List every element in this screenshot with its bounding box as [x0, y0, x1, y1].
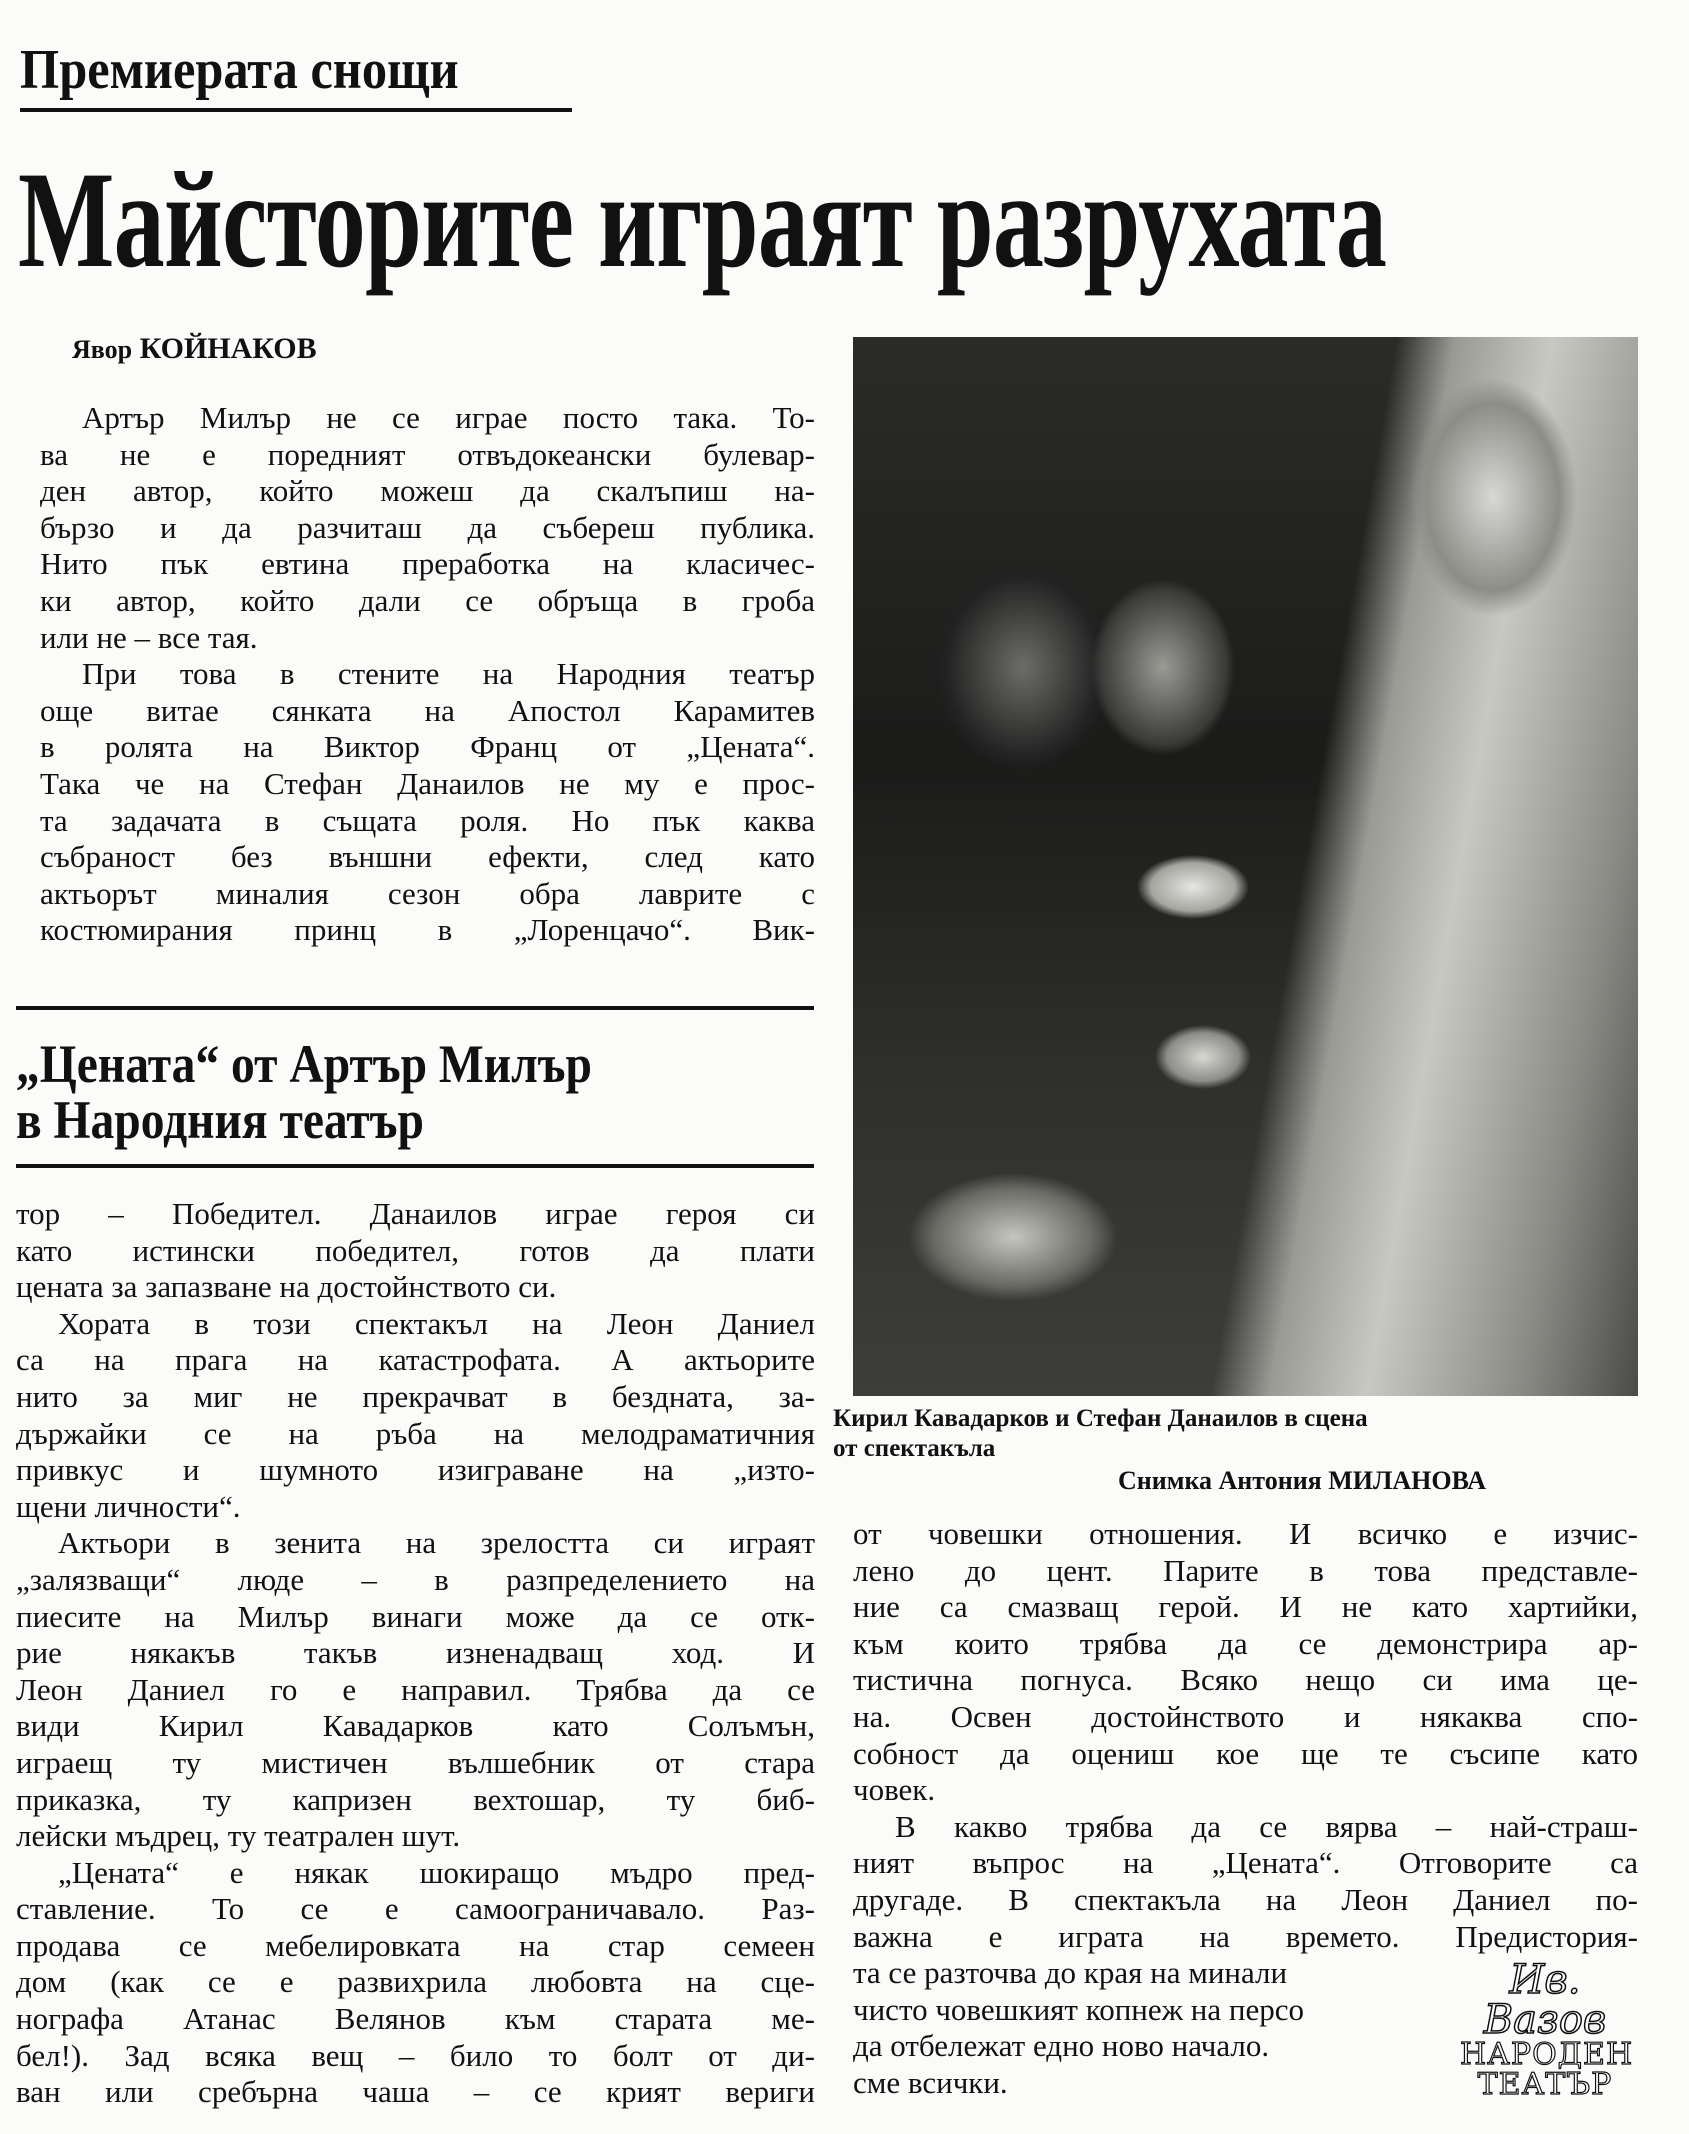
text-line: тистична погнуса. Всяко нещо си има це- [853, 1662, 1638, 1698]
text-line: ки автор, който дали се обръща в гроба [40, 582, 815, 618]
paragraph [16, 1855, 815, 2111]
subheading-top-rule [16, 1006, 814, 1010]
text-line: бързо и да разчиташ да събереш публика. [40, 509, 815, 545]
photo-credit: Снимка Антония МИЛАНОВА [1118, 1466, 1487, 1495]
kicker-underline [20, 108, 572, 112]
text-line: ден автор, който можеш да скалъпиш на- [40, 473, 815, 509]
caption-line: Кирил Кавадарков и Стефан Данаилов в сцена [833, 1405, 1368, 1432]
text-line: ние са смазващ герой. И не като хартийки, [853, 1589, 1638, 1625]
photo-caption [833, 1404, 1643, 1464]
text-line: Нито пък евтина преработка на класичес- [40, 546, 815, 582]
text-line: При това в стените на Народния театър [82, 656, 815, 692]
subheading [16, 1036, 592, 1148]
paragraph [16, 1525, 815, 1854]
text-line: нографа Атанас Велянов към старата ме- [16, 2001, 815, 2037]
stage-photo [853, 337, 1638, 1396]
article-column-2 [16, 1196, 815, 2111]
text-line: цената за запазване на достойнството си. [16, 1269, 557, 1305]
text-line: тор – Победител. Данаилов играе героя си [16, 1196, 815, 1231]
text-line: лейски мъдрец, ту театрален шут. [16, 1818, 461, 1854]
text-line: сме всички. [853, 2064, 1008, 2100]
text-line: човек. [853, 1772, 936, 1808]
text-line: Артър Милър не се играе посто така. То- [82, 400, 815, 435]
text-line: продава се мебелировката на стар семеен [16, 1927, 815, 1963]
text-line: Хората в този спектакъл на Леон Даниел [58, 1305, 815, 1341]
text-line: другаде. В спектакъла на Леон Даниел по- [853, 1881, 1638, 1917]
article-column-1 [40, 400, 815, 949]
text-line: щени личности“. [16, 1488, 241, 1524]
text-line: пиесите на Милър винаги може да се отк- [16, 1598, 815, 1634]
text-line: Леон Даниел го е направил. Трябва да се [16, 1671, 815, 1707]
paragraph [16, 1196, 815, 1306]
text-line: ният въпрос на „Цената“. Отговорите са [853, 1845, 1638, 1881]
text-line: рие някакъв такъв изненадващ ход. И [16, 1635, 815, 1671]
logo-line-2: ТЕАТЪР [1477, 2067, 1613, 2102]
text-line: дом (как се е развихрила любовта на сце- [16, 1964, 815, 2000]
byline-first-name: Явор [72, 335, 133, 364]
text-line: В какво трябва да се вярва – най-страш- [895, 1808, 1638, 1844]
logo-line-1: НАРОДЕН [1460, 2037, 1634, 2072]
text-line: „Цената“ е някак шокиращо мъдро пред- [58, 1854, 815, 1890]
subheading-bottom-rule [16, 1164, 814, 1168]
text-line: играещ ту мистичен вълшебник от стара [16, 1744, 815, 1780]
text-line: Актьори в зенита на зрелостта си играят [58, 1525, 815, 1561]
text-line: нито за миг не прекрачват в бездната, за- [16, 1378, 815, 1414]
byline-last-name: КОЙНАКОВ [139, 332, 317, 365]
text-line: към които трябва да се демонстрира ар- [853, 1625, 1638, 1661]
text-line: още витае сянката на Апостол Карамитев [40, 692, 815, 728]
text-line: ван или сребърна чаша – се крият вериги [16, 2074, 815, 2110]
text-line: в ролята на Виктор Франц от „Цената“. [40, 729, 815, 765]
text-line: собност да оцениш кое ще те съсипе като [853, 1735, 1638, 1771]
text-line: са на прага на катастрофата. А актьорите [16, 1342, 815, 1378]
text-line: да отбележат едно ново начало. [853, 2028, 1270, 2064]
headline: Майсторите играят разрухата [18, 143, 1387, 296]
text-line: ва не е поредният отвъдокеански булевар- [40, 436, 815, 472]
text-line: от човешки отношения. И всичко е изчис- [853, 1516, 1638, 1551]
text-line: костюмирания принц в „Лоренцачо“. Вик- [40, 912, 815, 948]
text-line: важна е играта на времето. Предистория- [853, 1918, 1638, 1954]
subheading-line: „Цената“ от Артър Милър [16, 1034, 592, 1094]
caption-line: от спектакъла [833, 1435, 996, 1462]
section-kicker: Премиерата снощи [20, 39, 459, 101]
subheading-line: в Народния театър [16, 1090, 424, 1150]
paragraph [40, 400, 815, 656]
text-line: чисто човешкият копнеж на персо [853, 1991, 1305, 2027]
text-line: бел!). Зад всяка вещ – било то болт от ди- [16, 2037, 815, 2073]
text-line: на. Освен достойнството и някаква спо- [853, 1698, 1638, 1734]
text-line: привкус и шумното изиграване на „изто- [16, 1452, 815, 1488]
text-line: Така че на Стефан Данаилов не му е прос- [40, 765, 815, 801]
text-line: ставление. То се е самоограничавало. Раз- [16, 1891, 815, 1927]
text-line: види Кирил Кавадарков като Солъмън, [16, 1708, 815, 1744]
logo-signature: Ив. Вазов [1483, 1957, 1607, 2043]
text-line: та задачата в същата роля. Но пък каква [40, 802, 815, 838]
text-line: или не – все тая. [40, 619, 258, 655]
paragraph [40, 656, 815, 949]
national-theatre-watermark-logo [1460, 1957, 1634, 2102]
text-line: актьорът миналия сезон обра лаврите с [40, 875, 815, 911]
text-line: та се разточва до края на минали [853, 1955, 1288, 1991]
text-line: държайки се на ръба на мелодраматичния [16, 1415, 815, 1451]
text-line: „залязващи“ люде – в разпределението на [16, 1561, 815, 1597]
text-line: лено до цент. Парите в това представле- [853, 1552, 1638, 1588]
paragraph [853, 1516, 1638, 1809]
byline [72, 332, 317, 366]
paragraph [16, 1306, 815, 1526]
text-line: като истински победител, готов да плати [16, 1232, 815, 1268]
text-line: приказка, ту капризен вехтошар, ту биб- [16, 1781, 815, 1817]
text-line: събраност без външни ефекти, след като [40, 839, 815, 875]
